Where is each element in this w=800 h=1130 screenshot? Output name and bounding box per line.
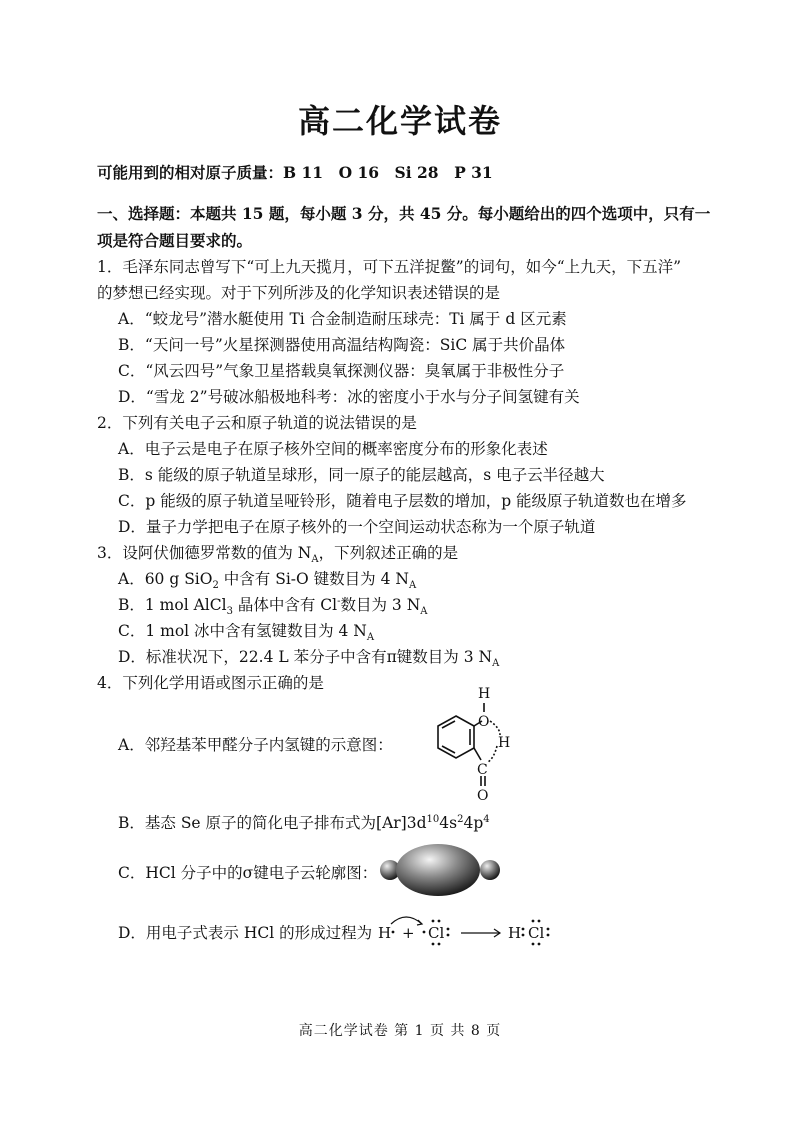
benzene-ring [438, 716, 474, 758]
q4-option-c: C．HCl 分子中的σ键电子云轮廓图： [118, 864, 378, 882]
q3-option-a: A．60 g SiO$_2$ 中含有 Si-O 键数目为 4 $N_A$ [118, 570, 417, 592]
q1-option-d: D．“雪龙 2”号破冰船极地科考：冰的密度小于水与分子间氢键有关 [118, 388, 580, 406]
page-title: 高二化学试卷 [297, 102, 502, 140]
q4-stem: 4．下列化学用语或图示正确的是 [97, 674, 324, 692]
q3-option-d: D．标准状况下，22.4 L 苯分子中含有π键数目为 3 $N_A$ [118, 648, 500, 670]
hcl-formation-diagram [376, 908, 566, 954]
label-c: C [477, 762, 488, 778]
q1-stem-line2: 的梦想已经实现。对于下列所涉及的化学知识表述错误的是 [97, 284, 501, 302]
q3-option-b: B．1 mol AlCl$_3$ 晶体中含有 Cl-数目为 3 $N_A$ [118, 595, 428, 618]
q2-stem: 2．下列有关电子云和原子轨道的说法错误的是 [97, 414, 417, 432]
electron-transfer-arrow [391, 917, 422, 924]
salicylaldehyde-structure [398, 680, 528, 805]
q2-option-b: B．s 能级的原子轨道呈球形，同一原子的能层越高，s 电子云半径越大 [118, 466, 605, 484]
q1-stem-line1: 1．毛泽东同志曾写下“可上九天揽月，可下五洋捉鳖”的词句，如今“上九天，下五洋” [97, 258, 682, 276]
q1-option-c: C．“风云四号”气象卫星搭载臭氧探测仪器：臭氧属于非极性分子 [118, 362, 565, 380]
chlorine-lobe [480, 860, 500, 880]
q2-option-c: C．p 能级的原子轨道呈哑铃形，随着电子层数的增加，p 能级原子轨道数也在增多 [118, 492, 687, 510]
q4-option-d: D．用电子式表示 HCl 的形成过程为 [118, 924, 373, 942]
section-heading-line2: 项是符合题目要求的。 [97, 231, 253, 250]
q3-option-c: C．1 mol 冰中含有氢键数目为 4 $N_A$ [118, 622, 375, 644]
q2-option-d: D．量子力学把电子在原子核外的一个空间运动状态称为一个原子轨道 [118, 518, 596, 536]
q2-option-a: A．电子云是电子在原子核外空间的概率密度分布的形象化表述 [118, 440, 548, 458]
label-cl: Cl [428, 924, 445, 942]
page-footer: 高二化学试卷 第 1 页 共 8 页 [298, 1023, 502, 1039]
label-cl-product: Cl [528, 924, 545, 942]
central-cloud [396, 844, 480, 896]
label-h-bond: H [498, 735, 511, 751]
q1-option-b: B．“天问一号”火星探测器使用高温结构陶瓷：SiC 属于共价晶体 [118, 336, 566, 354]
q1-option-a: A．“蛟龙号”潜水艇使用 Ti 合金制造耐压球壳：Ti 属于 d 区元素 [118, 310, 567, 328]
label-h-top: H [478, 686, 491, 702]
sigma-bond-cloud-diagram [376, 840, 506, 900]
label-o: O [478, 714, 490, 730]
q3-stem: 3．设阿伏伽德罗常数的值为 $N_A$，下列叙述正确的是 [97, 544, 459, 566]
hydrogen-bond-dots [490, 721, 500, 735]
q4-option-b: B．基态 Se 原子的简化电子排布式为$[Ar]3d^{10}4s^24p^4$ [118, 813, 490, 832]
label-o-bottom: O [477, 788, 489, 804]
label-plus: + [402, 924, 415, 942]
label-h-left: H [378, 924, 392, 942]
q4-option-a: A．邻羟基苯甲醛分子内氢键的示意图： [118, 736, 393, 754]
label-h-product: H [508, 924, 522, 942]
atomic-masses: 可能用到的相对原子质量：B 11 O 16 Si 28 P 31 [97, 163, 493, 182]
section-heading-line1: 一、选择题：本题共 15 题，每小题 3 分，共 45 分。每小题给出的四个选项中，只有一 [97, 204, 711, 223]
